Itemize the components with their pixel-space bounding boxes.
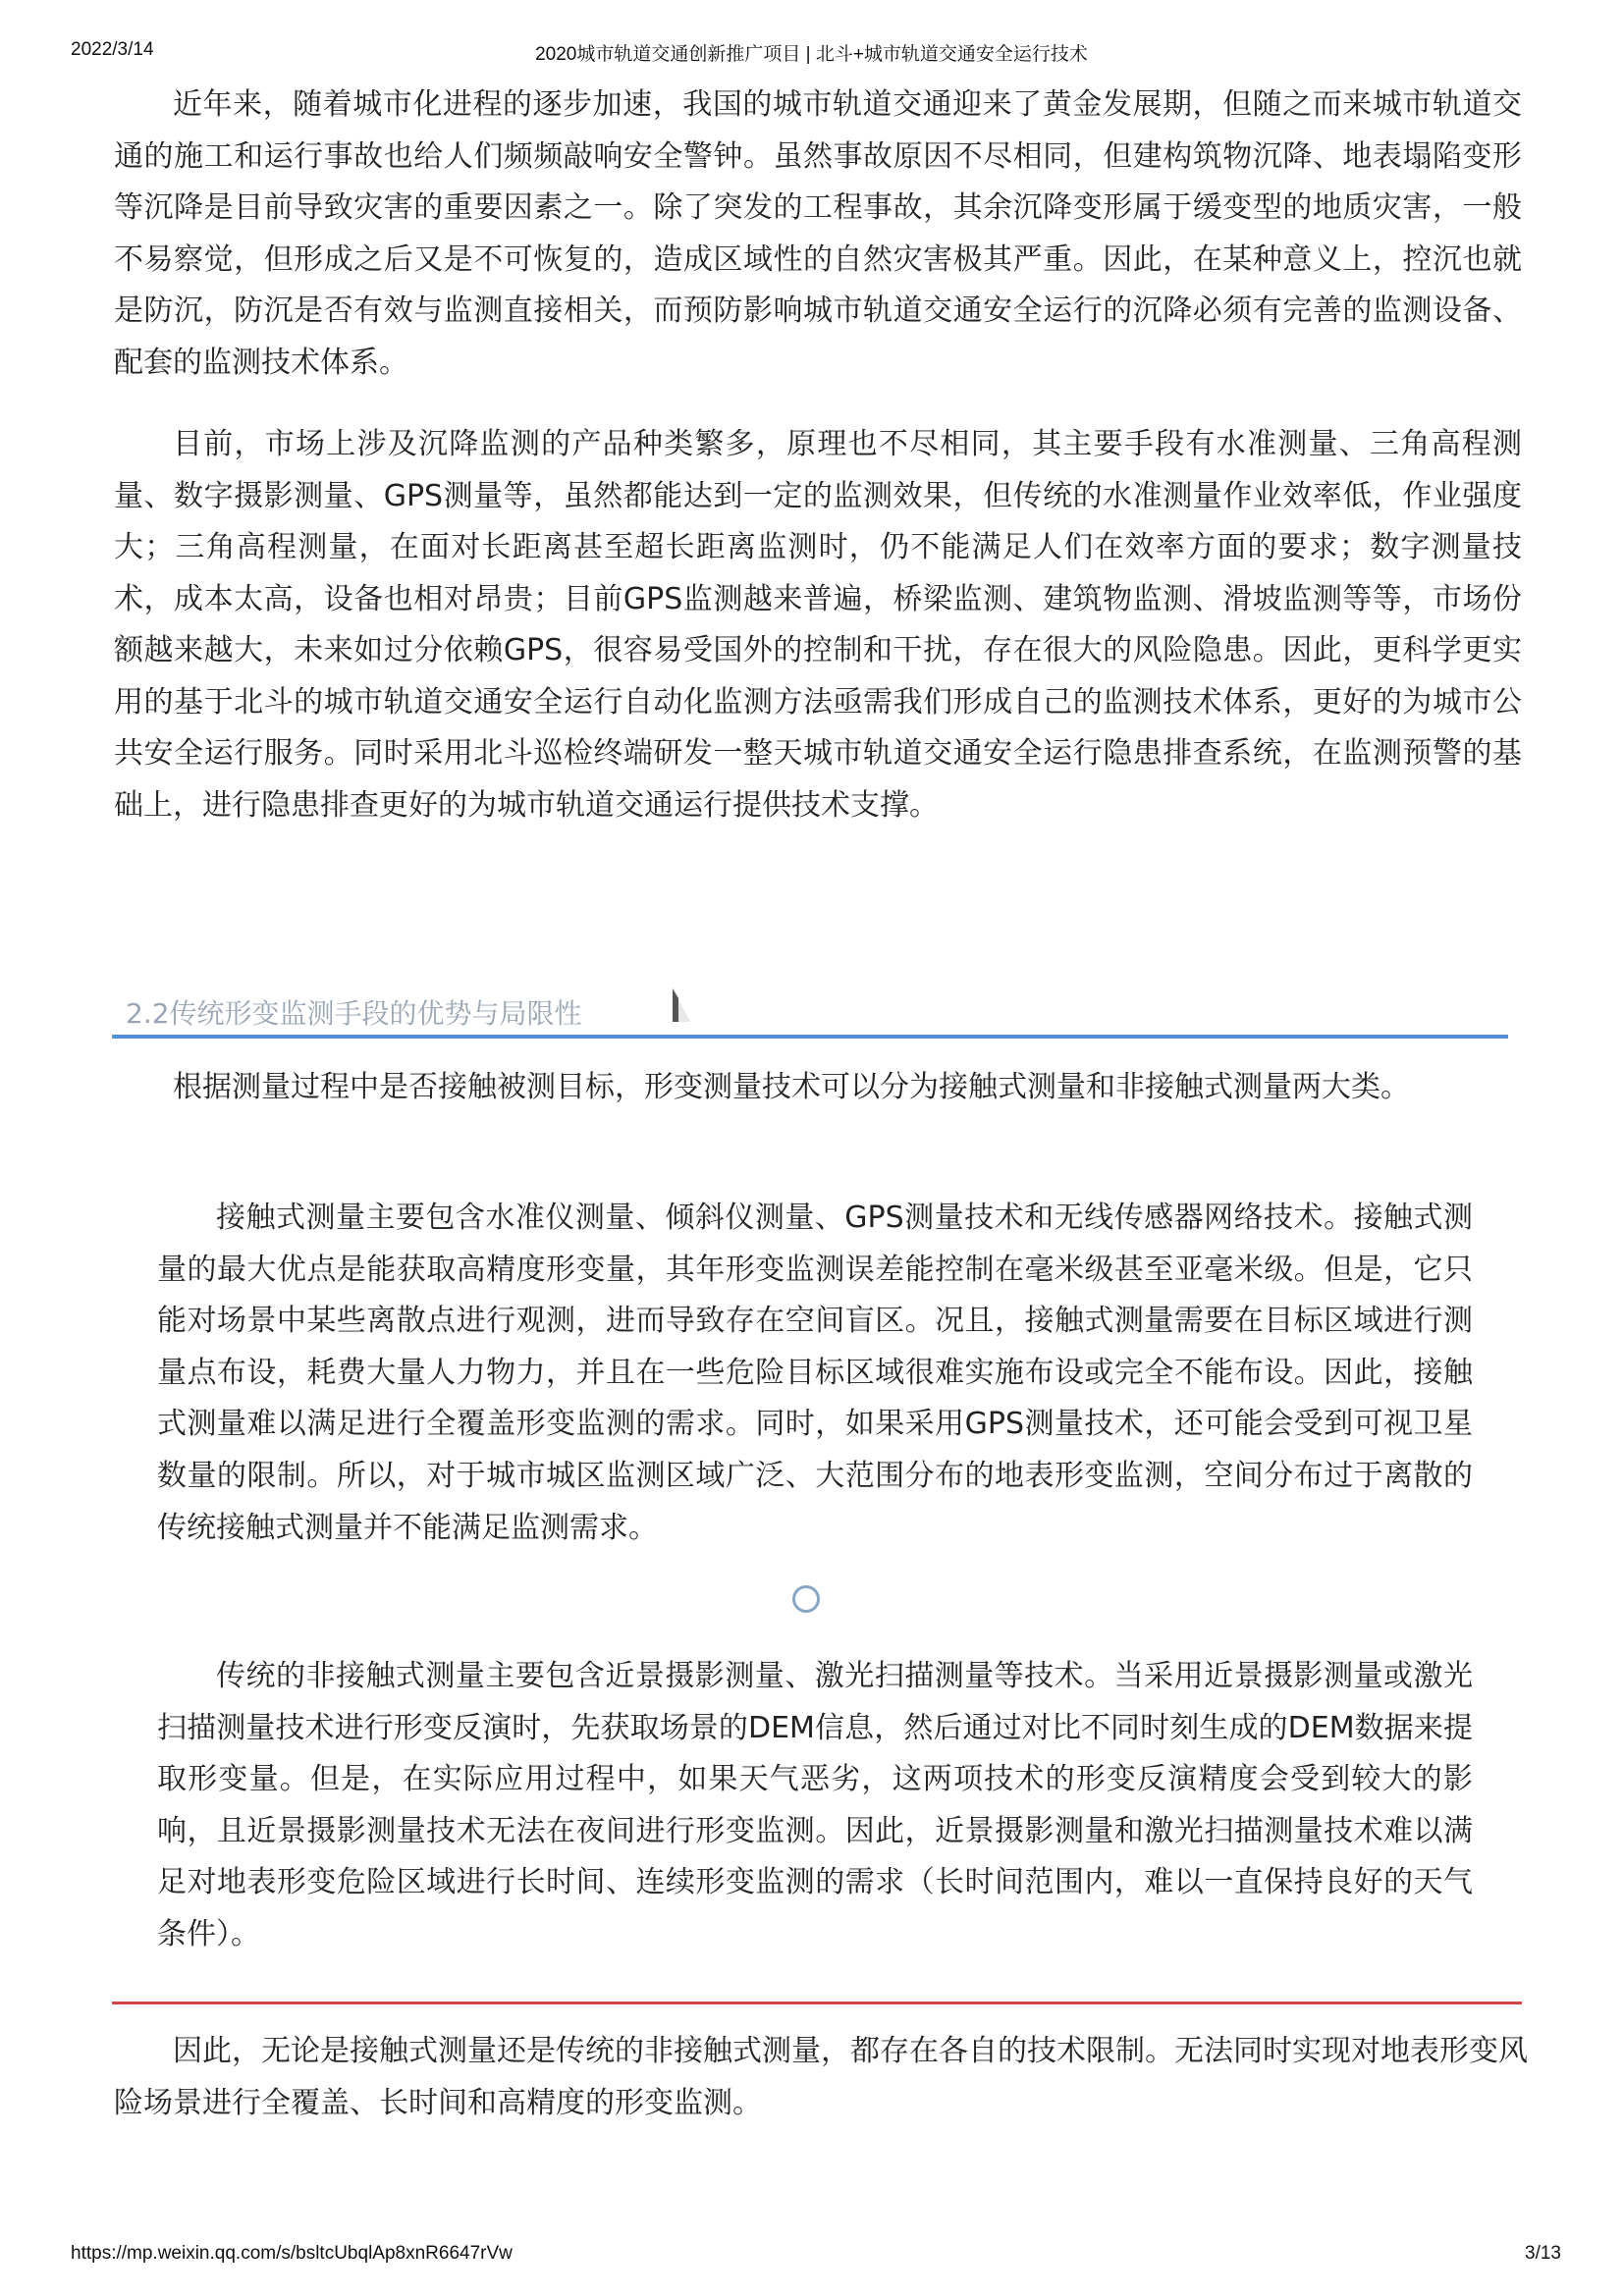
page-title: 2020城市轨道交通创新推广项目 | 北斗+城市轨道交通安全运行技术 — [535, 44, 1088, 65]
page-number: 3/13 — [1525, 2243, 1561, 2264]
market-paragraph: 目前，市场上涉及沉降监测的产品种类繁多，原理也不尽相同，其主要手段有水准测量、三角高程测量、数字摄影测量、GPS测量等，虽然都能达到一定的监测效果，但传统的水准测量作业效率低，作业强度大；三角高程测量，在面对长距离甚至超长距离监测时，仍不能满足人们在效率方面的要求；数字测量技术，成本太高，设备也相对昂贵；目前GPS监测越来普遍，桥梁监测、建筑物监测、滑坡监测等等，市场份额越来越大，未来如过分依赖GPS，很容易受国外的控制和干扰，存在很大的风险隐患。因此，更科学更实用的基于北斗的城市轨道交通安全运行自动化监测方法亟需我们形成自己的监测技术体系，更好的为城市公共安全运行服务。同时采用北斗巡检终端研发一整天城市轨道交通安全运行隐患排查系统，在监测预警的基础上，进行隐患排查更好的为城市轨道交通运行提供技术支撑。 — [114, 427, 1522, 823]
print-date: 2022/3/14 — [71, 39, 154, 60]
section-heading: 2.2传统形变监测手段的优势与局限性 — [126, 997, 582, 1030]
classification-paragraph: 根据测量过程中是否接触被测目标，形变测量技术可以分为接触式测量和非接触式测量两大类。 — [173, 1070, 1410, 1104]
circle-divider-icon — [792, 1585, 820, 1613]
section-flag-icon — [671, 987, 692, 1024]
noncontact-measurement-paragraph: 传统的非接触式测量主要包含近景摄影测量、激光扫描测量等技术。当采用近景摄影测量或激光扫描测量技术进行形变反演时，先获取场景的DEM信息，然后通过对比不同时刻生成的DEM数据来提取形变量。但是，在实际应用过程中，如果天气恶劣，这两项技术的形变反演精度会受到较大的影响，且近景摄影测量技术无法在夜间进行形变监测。因此，近景摄影测量和激光扫描测量技术难以满足对地表形变危险区域进行长时间、连续形变监测的需求（长时间范围内，难以一直保持良好的天气条件）。 — [157, 1659, 1473, 1951]
contact-measurement-paragraph: 接触式测量主要包含水准仪测量、倾斜仪测量、GPS测量技术和无线传感器网络技术。接触式测量的最大优点是能获取高精度形变量，其年形变监测误差能控制在毫米级甚至亚毫米级。但是，它只能对场景中某些离散点进行观测，进而导致存在空间盲区。况且，接触式测量需要在目标区域进行测量点布设，耗费大量人力物力，并且在一些危险目标区域很难实施布设或完全不能布设。因此，接触式测量难以满足进行全覆盖形变监测的需求。同时，如果采用GPS测量技术，还可能会受到可视卫星数量的限制。所以，对于城市城区监测区域广泛、大范围分布的地表形变监测，空间分布过于离散的传统接触式测量并不能满足监测需求。 — [157, 1201, 1473, 1545]
conclusion-paragraph: 因此，无论是接触式测量还是传统的非接触式测量，都存在各自的技术限制。无法同时实现对地表形变风险场景进行全覆盖、长时间和高精度的形变监测。 — [114, 2034, 1528, 2120]
intro-paragraph: 近年来，随着城市化进程的逐步加速，我国的城市轨道交通迎来了黄金发展期，但随之而来城市轨道交通的施工和运行事故也给人们频频敲响安全警钟。虽然事故原因不尽相同，但建构筑物沉降、地表塌陷变形等沉降是目前导致灾害的重要因素之一。除了突发的工程事故，其余沉降变形属于缓变型的地质灾害，一般不易察觉，但形成之后又是不可恢复的，造成区域性的自然灾害极其严重。因此，在某种意义上，控沉也就是防沉，防沉是否有效与监测直接相关，而预防影响城市轨道交通安全运行的沉降必须有完善的监测设备、配套的监测技术体系。 — [114, 87, 1522, 380]
source-url: https://mp.weixin.qq.com/s/bsltcUbqlAp8xnR6647rVw — [71, 2243, 513, 2264]
section-divider — [112, 1035, 1508, 1039]
red-divider — [112, 2002, 1522, 2004]
